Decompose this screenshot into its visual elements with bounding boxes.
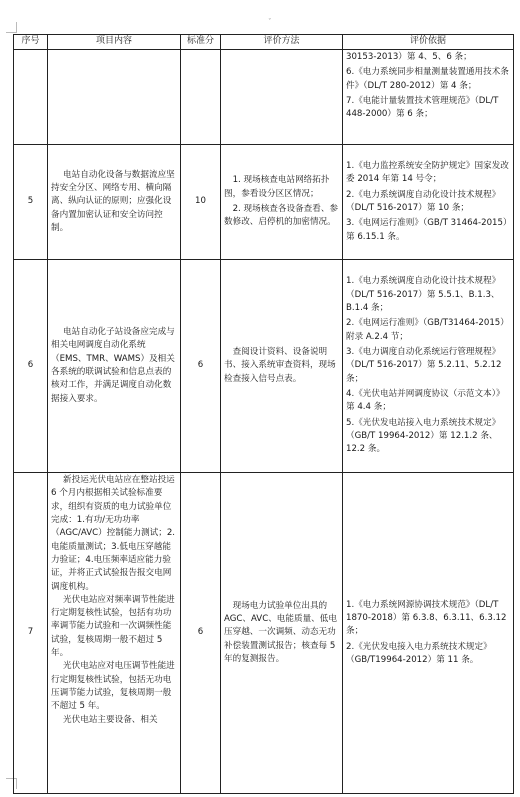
method-line: 1. 现场核查电站网络拓扑图，参看设分区区情况； xyxy=(224,175,330,199)
cell-item xyxy=(48,260,181,473)
cell-item xyxy=(48,50,181,145)
item-paragraph: 新投运光伏电站应在整站投运 6 个月内根据相关试验标准要求，组织有资质的电力试验单位完成：1.有功/无功功率（AGC/AVC）控制能力测试；2.电能质量测试；3.低电压穿越能力验证；4.电压频率适应能力验证，并将正式试验报告报交电网调度机构。 xyxy=(51,475,176,592)
basis-line: 3.《电网运行准则》（GB/T 31464-2015）第 6.15.1 条。 xyxy=(346,218,508,242)
item-paragraph: 电站自动化子站设备应完成与相关电网调度自动化系统（EMS、TMR、WAMS）及相关各系统的联调试验和信息点表的核对工作，并满足调度自动化数据接入要求。 xyxy=(51,327,175,404)
method-line: 查阅设计资料、设备说明书、接入系统审查资料，现场检查接入信号点表。 xyxy=(224,347,336,384)
basis-line: 30153-2013）第 4、5、6 条； xyxy=(346,52,472,62)
method-line: 2. 现场核查各设备查看、参数修改、启停机的加密情况。 xyxy=(224,204,339,228)
basis-line: 2.《光伏发电接入电力系统技术规定》（GB/T19964-2012）第 11 条。 xyxy=(346,641,492,665)
cell-item xyxy=(48,473,181,794)
basis-line: 5.《光伏发电站接入电力系统技术规定》（GB/T 19964-2012）第 12.1.2 条、12.2 条。 xyxy=(346,417,501,455)
cell-method xyxy=(221,145,343,260)
cell-method xyxy=(221,50,343,145)
page-top-mark: ˇ xyxy=(268,18,272,26)
method-line: 现场电力试验单位出具的 AGC、AVC、电能质量、低电压穿越、一次调频、动态无功补偿装置测试报告；核查每 5 年的复测报告。 xyxy=(224,600,337,664)
table-row-6 xyxy=(14,260,514,473)
cell-score: 6 xyxy=(181,473,221,794)
cell-item xyxy=(48,145,181,260)
cell-basis xyxy=(343,473,514,794)
basis-line: 6.《电力系统同步相量测量装置通用技术条件》（DL/T 280-2012）第 4 条； xyxy=(346,67,509,91)
cell-score xyxy=(181,50,221,145)
cell-basis xyxy=(343,145,514,260)
cell-no: 5 xyxy=(14,145,48,260)
header-basis: 评价依据 xyxy=(343,35,514,50)
basis-line: 3.《电力调度自动化系统运行管理规程》（DL/T 516-2017）第 5.2.11、5.2.12 条； xyxy=(346,347,502,384)
basis-line: 7.《电能计量装置技术管理规范》（DL/T 448-2000）第 6 条； xyxy=(346,95,499,120)
table-header-row xyxy=(14,35,514,50)
table-row-5 xyxy=(14,145,514,260)
cell-basis xyxy=(343,260,514,473)
item-paragraph: 光伏电站应对频率调节性能进行定期复核性试验，包括有功功率调节能力试验和一次调频性能试验，复核周期一般不超过 5 年。 xyxy=(51,594,175,659)
basis-line: 1.《电力监控系统安全防护规定》国家发改委 2014 年第 14 号令； xyxy=(346,161,509,185)
cell-score: 6 xyxy=(181,260,221,473)
cell-score: 10 xyxy=(181,145,221,260)
cell-no: 6 xyxy=(14,260,48,473)
header-item: 项目内容 xyxy=(48,35,181,50)
evaluation-table xyxy=(13,34,514,794)
table-row-continuation xyxy=(14,50,514,145)
item-paragraph: 光伏电站应对电压调节性能进行定期复核性试验，包括无功电压调节能力试验，复核周期一般不超过 5 年。 xyxy=(51,661,175,712)
margin-corner-top xyxy=(6,22,17,33)
basis-line: 2.《电网运行准则》（GB/T31464-2015）附录 A.2.4 节； xyxy=(346,318,509,342)
basis-line: 1.《电力系统网源协调技术规范》（DL/T 1870-2018）第 6.3.8、6.3.11、6.3.12 条； xyxy=(346,599,507,637)
header-no: 序号 xyxy=(14,35,48,50)
item-paragraph: 光伏电站主要设备、相关 xyxy=(63,714,158,725)
cell-method xyxy=(221,473,343,794)
cell-basis xyxy=(343,50,514,145)
basis-line: 1.《电力系统调度自动化设计技术规程》（DL/T 516-2017）第 5.5.1、B.1.3、B.1.4 条； xyxy=(346,276,501,314)
item-paragraph: 电站自动化设备与数据流应坚持安全分区、网络专用、横向隔离、纵向认证的原则；应强化设备内置加密认证和安全访问控制。 xyxy=(51,169,175,233)
table-row-7 xyxy=(14,473,514,794)
basis-line: 2.《电力系统调度自动化设计技术规程》（DL/T 516-2017）第 10 条； xyxy=(346,189,501,213)
cell-no xyxy=(14,50,48,145)
cell-no: 7 xyxy=(14,473,48,794)
header-score: 标准分 xyxy=(181,35,221,50)
header-method: 评价方法 xyxy=(221,35,343,50)
basis-line: 4.《光伏电站并网调度协议（示范文本）》第 4.4 条； xyxy=(346,388,505,413)
cell-method xyxy=(221,260,343,473)
